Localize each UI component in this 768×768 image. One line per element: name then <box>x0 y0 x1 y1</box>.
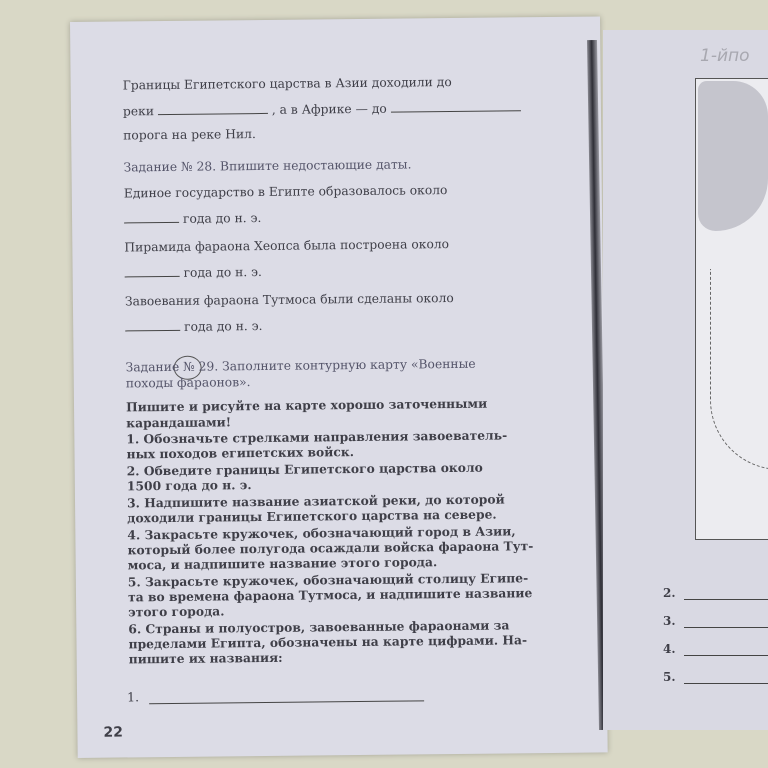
page-number: 22 <box>103 724 124 741</box>
task28-item1-text: Единое государство в Египте образовалось около <box>123 183 448 201</box>
instruction-line1: Пишите и рисуйте на карте хорошо заточенными <box>125 395 488 415</box>
list-item: 1. Обозначьте стрелками направления завоеватель- <box>126 427 508 447</box>
answer-label: 4. <box>663 642 676 656</box>
answer-blank[interactable] <box>684 589 768 600</box>
list-item: пишите их названия: <box>128 649 283 667</box>
right-page <box>603 30 768 730</box>
instruction-line2: карандашами! <box>126 414 232 431</box>
answer-blank[interactable] <box>684 645 768 656</box>
task28-item1-suffix: года до н. э. <box>182 211 262 226</box>
task28-item3-suffix: года до н. э. <box>184 319 263 334</box>
answer-label: 2. <box>663 586 676 600</box>
list-item: этого города. <box>128 603 225 620</box>
answer-line-4[interactable] <box>663 642 768 656</box>
date-blank-3 <box>125 320 180 332</box>
task28-item3-text: Завоевания фараона Тутмоса были сделаны около <box>124 290 454 309</box>
answer-line-2[interactable] <box>663 586 768 600</box>
intro-line-2-a: реки <box>122 104 155 119</box>
task28-item2-line <box>125 261 555 282</box>
list-item: 3. Надпишите название азиатской реки, до которой <box>126 491 505 511</box>
answer-label: 3. <box>663 614 676 628</box>
intro-line-2 <box>123 99 553 120</box>
date-blank-2 <box>125 266 180 278</box>
list-item: ных походов египетских войск. <box>126 444 355 462</box>
task28-heading: Задание № 28. Впишите недостающие даты. <box>123 157 412 175</box>
list-item: пределами Египта, обозначены на карте цифрами. На- <box>128 632 528 652</box>
list-item: 5. Закрасьте кружочек, обозначающий столицу Египе- <box>127 570 529 590</box>
river-blank <box>158 103 268 115</box>
list-item: 6. Страны и полуостров, завоеванные фараонами за <box>128 617 510 637</box>
answer-1-label: 1. <box>126 689 140 705</box>
task29-heading-line1: Задание № 29. Заполните контурную карту «Военные <box>125 356 476 375</box>
answer-line-3[interactable] <box>663 614 768 628</box>
answer-line-5[interactable] <box>663 670 768 684</box>
answer-line-1[interactable] <box>127 686 424 704</box>
list-item: 2. Обведите границы Египетского царства около <box>126 459 483 479</box>
list-item: 1500 года до н. э. <box>126 477 252 494</box>
task28-item3-line <box>125 315 555 336</box>
handwritten-note: 1-йпо <box>700 46 750 66</box>
map-route-dashed <box>710 269 768 470</box>
answer-blank[interactable] <box>684 617 768 628</box>
list-item: 4. Закрасьте кружочек, обозначающий город в Азии, <box>127 523 516 543</box>
task29-heading-line2: походы фараонов». <box>125 375 251 391</box>
list-item: доходили границы Египетского царства на севере. <box>127 506 497 526</box>
task28-item2-text: Пирамида фараона Хеопса была построена около <box>124 237 450 255</box>
rapid-blank <box>391 100 521 112</box>
intro-line-3: порога на реке Нил. <box>123 127 256 143</box>
answer-label: 5. <box>663 670 676 684</box>
list-item: та во времена фараона Тутмоса, и надпишите название <box>127 585 533 605</box>
date-blank-1 <box>124 212 179 224</box>
answer-1-blank[interactable] <box>149 690 424 704</box>
list-item: моса, и надпишите название этого города. <box>127 554 438 573</box>
list-item: который более полугода осаждали войска фараона Тут- <box>127 538 534 558</box>
intro-line-2-b: , а в Африке — до <box>271 101 387 117</box>
task28-item2-suffix: года до н. э. <box>183 265 262 280</box>
left-page <box>70 16 608 758</box>
map-region-shading <box>698 81 768 231</box>
task28-item1-line <box>124 207 554 228</box>
contour-map <box>695 78 768 540</box>
intro-line-1: Границы Египетского царства в Азии доходили до <box>122 75 452 93</box>
answer-blank[interactable] <box>684 673 768 684</box>
